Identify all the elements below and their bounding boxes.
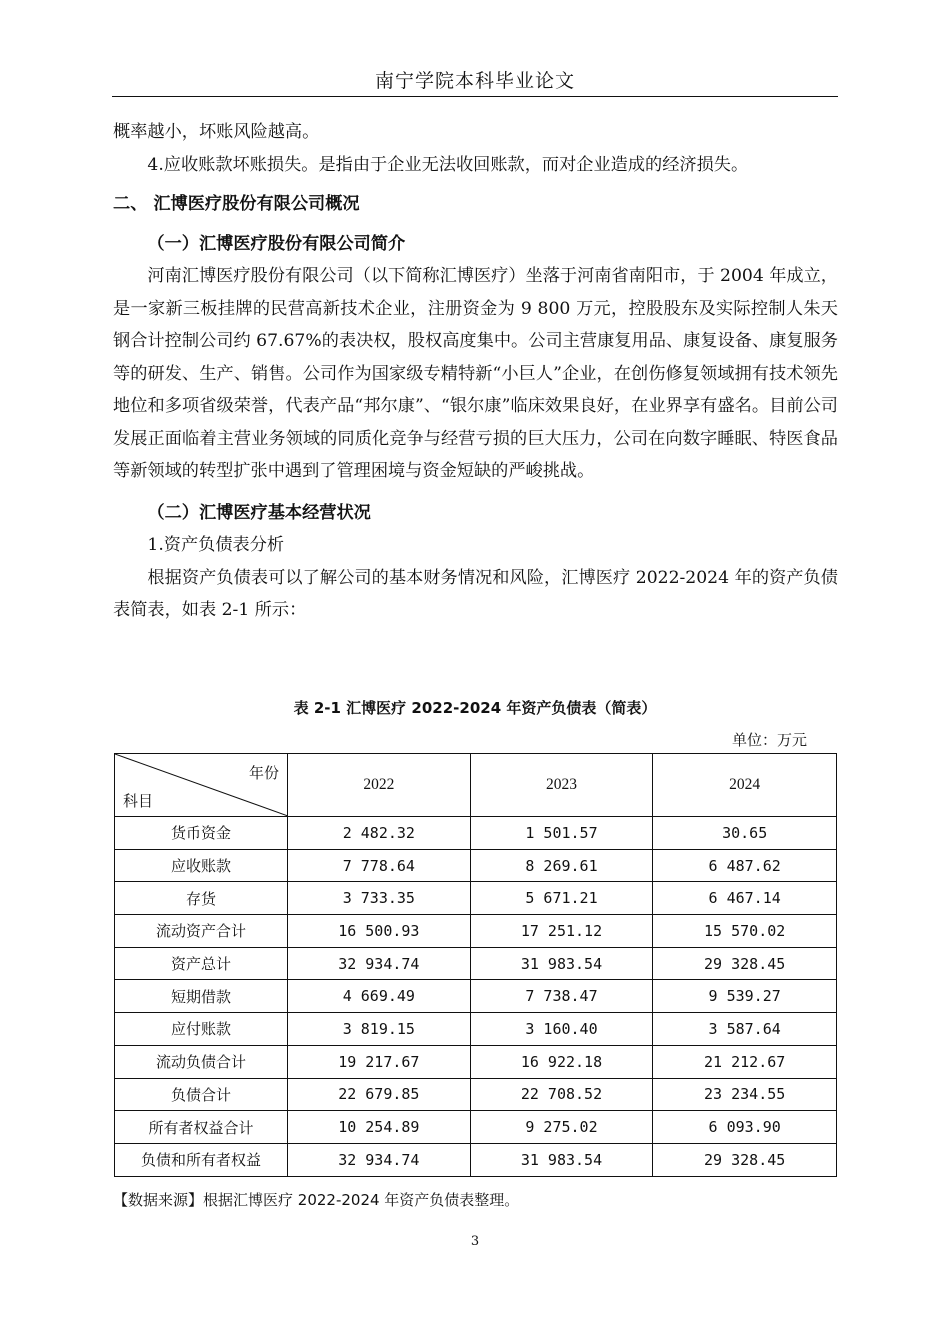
paragraph: 根据资产负债表可以了解公司的基本财务情况和风险，汇博医疗 2022-2024 年的资产负债表简表，如表 2-1 所示： <box>113 567 838 620</box>
row-label: 流动负债合计 <box>115 1045 288 1078</box>
section-heading: 二、 汇博医疗股份有限公司概况 <box>113 194 360 214</box>
table-row <box>115 817 837 850</box>
row-label: 流动资产合计 <box>115 915 288 948</box>
value-cell: 8 269.61 <box>470 849 653 882</box>
table-source-note: 【数据来源】根据汇博医疗 2022-2024 年资产负债表整理。 <box>113 1191 520 1209</box>
table-row <box>115 1045 837 1078</box>
row-label: 负债合计 <box>115 1078 288 1111</box>
value-cell: 22 708.52 <box>470 1078 653 1111</box>
value-cell: 5 671.21 <box>470 882 653 915</box>
row-label: 短期借款 <box>115 980 288 1013</box>
subsection-heading: （二）汇博医疗基本经营状况 <box>147 502 371 523</box>
row-label: 应付账款 <box>115 1013 288 1046</box>
value-cell: 3 160.40 <box>470 1013 653 1046</box>
value-cell: 16 922.18 <box>470 1045 653 1078</box>
table-row <box>115 980 837 1013</box>
value-cell: 10 254.89 <box>288 1111 471 1144</box>
value-cell: 4 669.49 <box>288 980 471 1013</box>
year-header: 2022 <box>288 754 471 817</box>
value-cell: 19 217.67 <box>288 1045 471 1078</box>
paragraph: 概率越小，坏账风险越高。 <box>113 122 320 142</box>
value-cell: 32 934.74 <box>288 1143 471 1176</box>
value-cell: 6 467.14 <box>653 882 837 915</box>
body-text <box>113 116 838 627</box>
corner-label-subject: 科目 <box>123 792 154 810</box>
balance-sheet-table <box>114 753 837 1177</box>
value-cell: 16 500.93 <box>288 915 471 948</box>
value-cell: 9 539.27 <box>653 980 837 1013</box>
table-row <box>115 882 837 915</box>
paragraph: 1.资产负债表分析 <box>147 535 285 555</box>
table-row <box>115 1078 837 1111</box>
corner-label-year: 年份 <box>248 764 279 782</box>
row-label: 资产总计 <box>115 947 288 980</box>
subsection-heading: （一）汇博医疗股份有限公司简介 <box>147 233 406 254</box>
table-row <box>115 1111 837 1144</box>
value-cell: 21 212.67 <box>653 1045 837 1078</box>
value-cell: 22 679.85 <box>288 1078 471 1111</box>
value-cell: 32 934.74 <box>288 947 471 980</box>
year-header: 2024 <box>653 754 837 817</box>
table-row <box>115 1143 837 1176</box>
value-cell: 3 819.15 <box>288 1013 471 1046</box>
row-label: 所有者权益合计 <box>115 1111 288 1144</box>
value-cell: 3 733.35 <box>288 882 471 915</box>
row-label: 负债和所有者权益 <box>115 1143 288 1176</box>
table-title: 表 2-1 汇博医疗 2022-2024 年资产负债表（简表） <box>293 699 657 717</box>
header-rule <box>112 96 838 97</box>
value-cell: 6 487.62 <box>653 849 837 882</box>
table-row <box>115 849 837 882</box>
value-cell: 30.65 <box>653 817 837 850</box>
row-label: 货币资金 <box>115 817 288 850</box>
table-row <box>115 915 837 948</box>
value-cell: 7 778.64 <box>288 849 471 882</box>
page-number: 3 <box>470 1234 480 1249</box>
value-cell: 17 251.12 <box>470 915 653 948</box>
table-row <box>115 947 837 980</box>
value-cell: 6 093.90 <box>653 1111 837 1144</box>
value-cell: 7 738.47 <box>470 980 653 1013</box>
row-label: 存货 <box>115 882 288 915</box>
table-header-row <box>115 754 837 817</box>
value-cell: 3 587.64 <box>653 1013 837 1046</box>
table-row <box>115 1013 837 1046</box>
year-header: 2023 <box>470 754 653 817</box>
row-label: 应收账款 <box>115 849 288 882</box>
value-cell: 23 234.55 <box>653 1078 837 1111</box>
table-unit: 单位：万元 <box>731 731 807 749</box>
corner-header-cell <box>115 754 288 817</box>
value-cell: 1 501.57 <box>470 817 653 850</box>
value-cell: 31 983.54 <box>470 1143 653 1176</box>
value-cell: 15 570.02 <box>653 915 837 948</box>
paragraph: 河南汇博医疗股份有限公司（以下简称汇博医疗）坐落于河南省南阳市，于 2004 年成立，是一家新三板挂牌的民营高新技术企业，注册资金为 9 800 万元，控股股东及实际控制人朱天钢合计控制公司约 67.67%的表决权，股权高度集中。公司主营康复用品、康复设备、康复服务等的研发、生产、销售。公司作为国家级专精特新“小巨人”企业，在创伤修复领域拥有技术领先地位和多项省级荣誉，代表产品“邦尔康”、“银尔康”临床效果良好，在业界享有盛名。目前公司发展正面临着主营业务领域的同质化竞争与经营亏损的巨大压力，公司在向数字睡眠、特医食品等新领域的转型扩张中遇到了管理困境与资金短缺的严峻挑战。 <box>113 266 838 481</box>
value-cell: 29 328.45 <box>653 947 837 980</box>
value-cell: 29 328.45 <box>653 1143 837 1176</box>
value-cell: 9 275.02 <box>470 1111 653 1144</box>
value-cell: 2 482.32 <box>288 817 471 850</box>
page-header-title: 南宁学院本科毕业论文 <box>374 70 575 92</box>
paragraph: 4.应收账款坏账损失。是指由于企业无法收回账款，而对企业造成的经济损失。 <box>147 154 749 175</box>
value-cell: 31 983.54 <box>470 947 653 980</box>
